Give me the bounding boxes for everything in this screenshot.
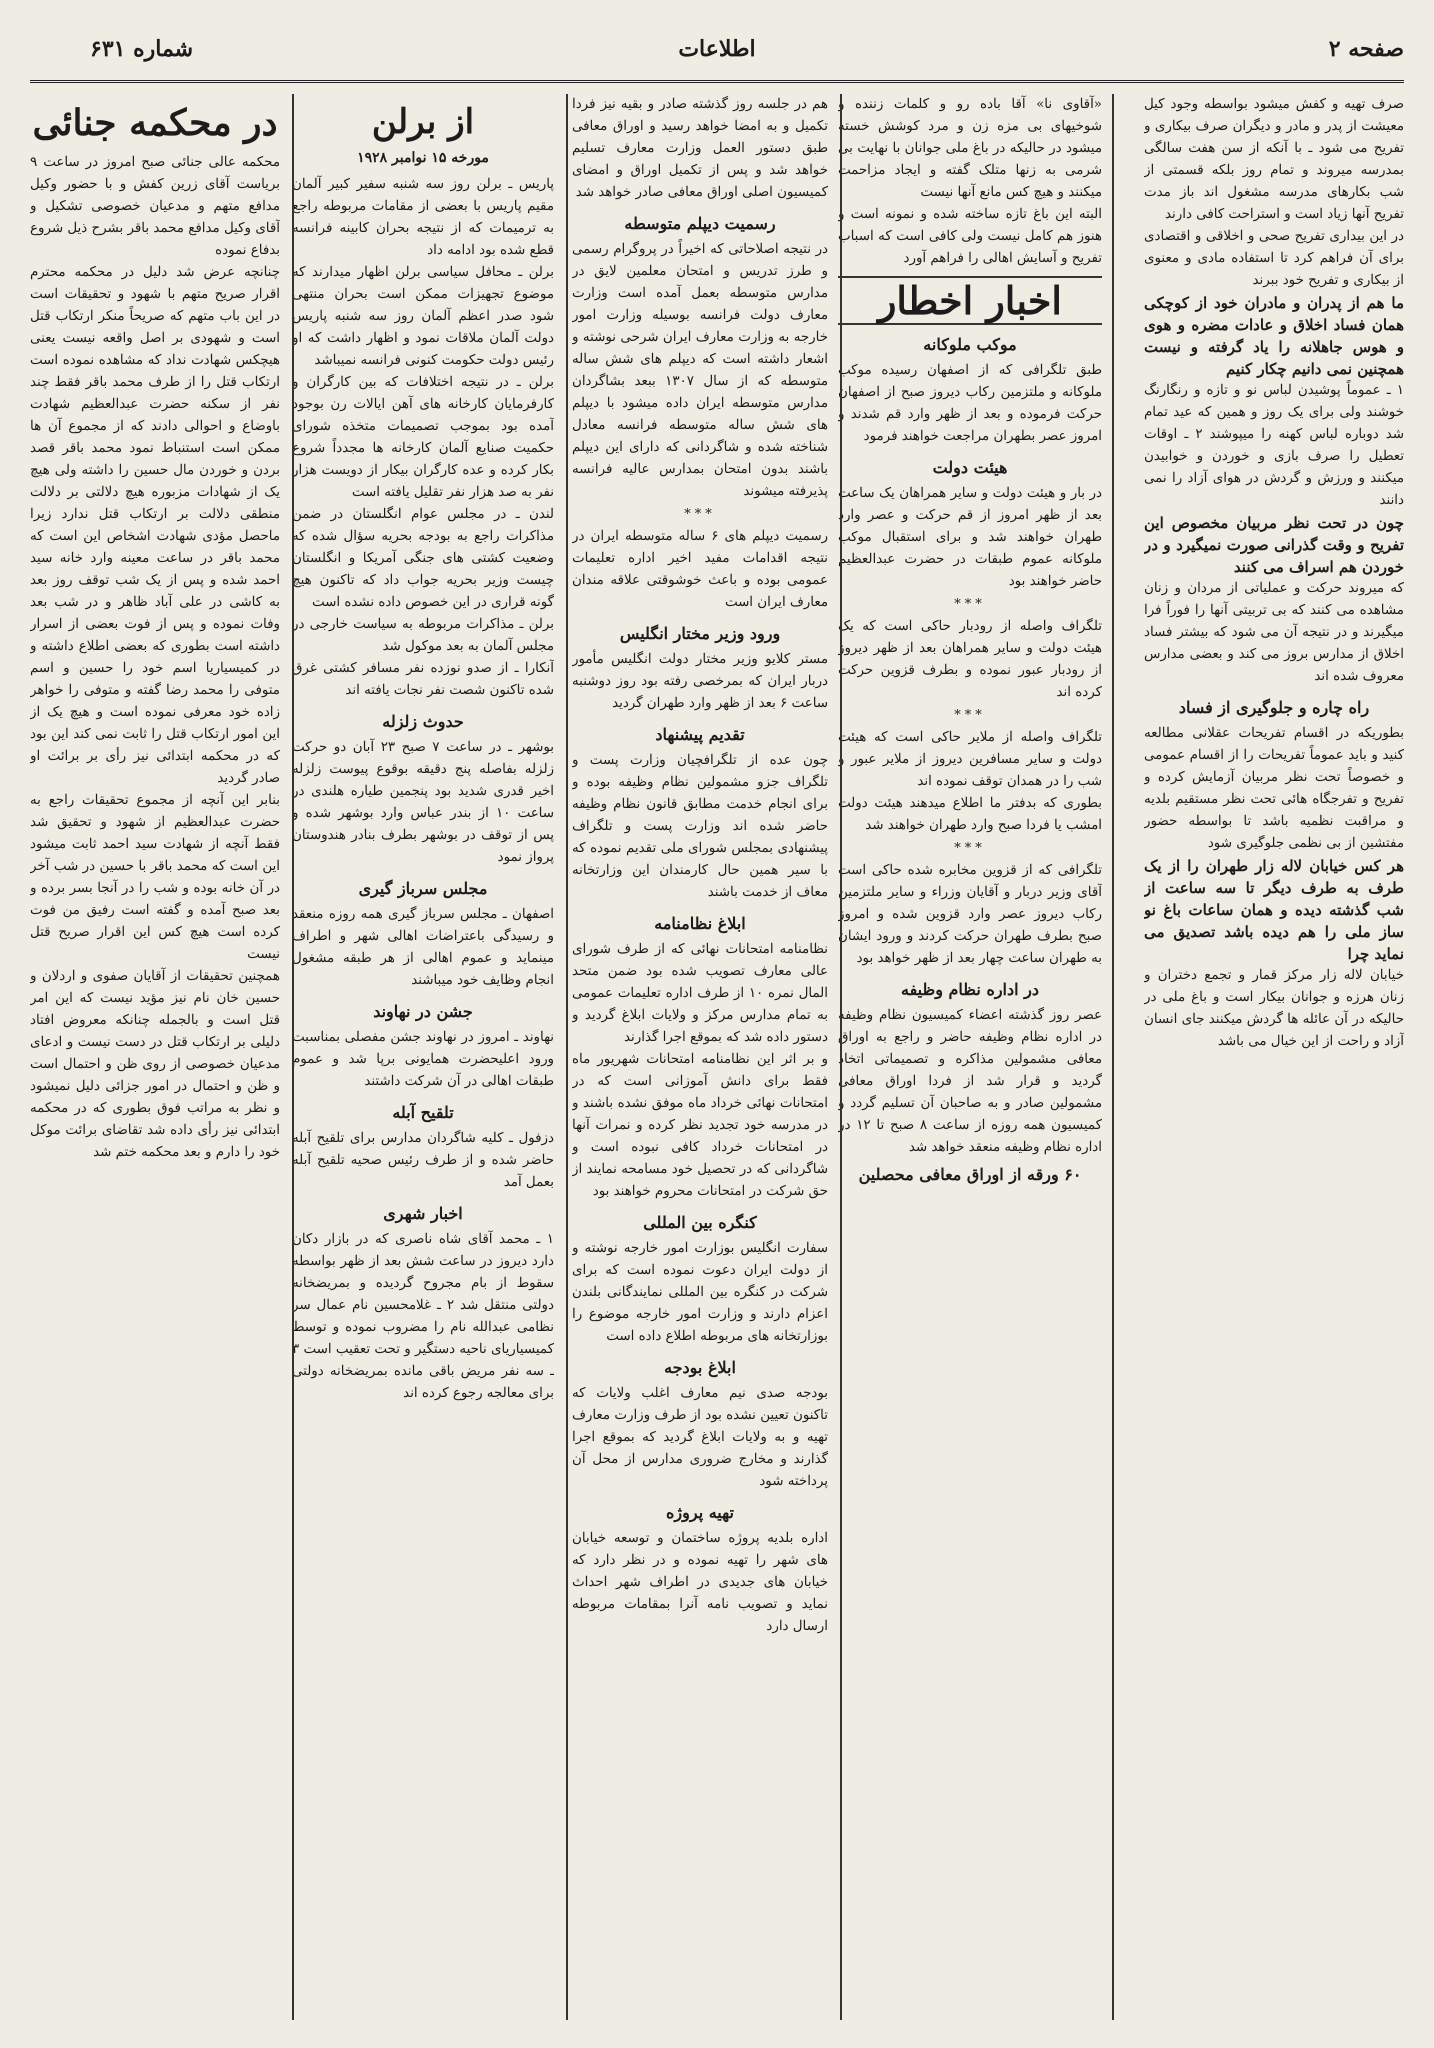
col2-paragraph: پاریس ـ برلن روز سه شنبه سفیر کبیر آلمان مقیم پاریس با بعضی از مقامات مربوطه راجع به ترمیمات که از نتیجه بحران کابینه فرانسه قطع شده بود ادامه داد — [292, 177, 554, 258]
column-rule — [840, 94, 842, 2020]
star-separator: *** — [954, 597, 986, 612]
col3-paragraph: اداره بلدیه پروژه ساختمان و توسعه خیابان های شهر را تهیه نموده و در نظر دارد که خیابان های جدیدی در اطراف شهر احداث نماید و تصویب نامه آنرا بمقامات مربوطه ارسال دارد — [572, 1531, 828, 1634]
masthead — [30, 28, 1404, 83]
col4-paragraph: در بار و هیئت دولت و سایر همراهان یک ساعت بعد از ظهر امروز از قم حرکت و عصر وارد طهران خواهند شد و برای استقبال موکب ملوکانه عموم طبقات در حضرت عبدالعظیم حاضر خواهند بود — [838, 486, 1102, 589]
col4-section-title: در اداره نظام وظیفه — [900, 980, 1039, 999]
col3-paragraph: سفارت انگلیس بوزارت امور خارجه نوشته و از دولت ایران دعوت نموده است که برای شرکت در کنگره بین المللی نمایندگانی بلندن اعزام دارند و وزارت امور خارجه موضوع را بوزارتخانه های مربوطه اطلاع داده است — [572, 1241, 828, 1344]
page-number: صفحه ۲ — [1328, 36, 1404, 62]
col2-paragraph: لندن ـ در مجلس عوام انگلستان در ضمن مذاکرات راجع به بودجه بحریه سؤال شده که وضعیت کشتی های جنگی آمریکا و انگلستان چیست وزیر بحریه جواب داد که تاکنون هیچ گونه قراری در این خصوص داده نشده است — [292, 507, 554, 610]
col3-section-title: ابلاغ بودجه — [664, 1358, 736, 1377]
column-4 — [838, 94, 1102, 2020]
col2-paragraph: آنکارا ـ از صدو نوزده نفر مسافر کشتی غرق شده تاکنون شصت نفر نجات یافته اند — [292, 661, 554, 698]
column-rule — [292, 94, 294, 2020]
col2-paragraph: برلن ـ در نتیجه اختلافات که بین کارگران و کارفرمایان کارخانه های آهن ایالات رن بوجود آمده بود بموجب تصمیمات متخذه شورای حکمیت صنایع آلمان کارخانه ها مجدداً شروع بکار کرده و عده کارگران بیکار از دویست هزار نفر به صد هزار نفر تقلیل یافته است — [292, 375, 554, 500]
col2-paragraph: برلن ـ مذاکرات مربوطه به سیاست خارجی در مجلس آلمان به بعد موکول شد — [292, 617, 554, 654]
col3-paragraph: نظامنامه امتحانات نهائی که از طرف شورای عالی معارف تصویب شده بود ضمن متحد المال نمره ۱۰ از طرف اداره تعلیمات عمومی به تمام مدارس مرکز و ولایات ابلاغ گردید و دستور داده شد که بموقع اجرا گذارند — [572, 942, 828, 1045]
from-berlin-title: از برلن — [371, 102, 475, 142]
col3-section-title: رسمیت دیپلم متوسطه — [624, 214, 776, 233]
column-1 — [30, 94, 280, 2020]
col4-paragraph: البته این باغ تازه ساخته شده و نمونه است و هنوز هم کامل نیست ولی کافی است که اسباب تفریح و آسایش اهالی را فراهم آورد — [838, 207, 1102, 266]
col3-section-title: ورود وزیر مختار انگلیس — [619, 624, 781, 643]
col4-section-title: موکب ملوکانه — [923, 335, 1017, 354]
col5-paragraph: ۱ ـ عموماً پوشیدن لباس نو و تازه و رنگارنگ خوشند ولی برای یک روز و همین که عید تمام شد دوباره لباس کهنه را میپوشند ۲ ـ اوقات تعطیل را صرف بازی و خوردن و خوابیدن میکنند و ورزش و گردش در هوای آزاد را نمی دانند — [1144, 383, 1404, 508]
star-separator: *** — [954, 708, 986, 723]
column-rule — [566, 94, 568, 2020]
col3-paragraph: بودجه صدی نیم معارف اغلب ولایات که تاکنون تعیین نشده بود از طرف وزارت معارف تهیه و به ولایات ابلاغ گردید که بموقع اجرا گذارند و مخارج ضروری مدارس از محل آن پرداخته شود — [572, 1386, 828, 1489]
col5-paragraph: که میروند حرکت و عملیاتی از مردان و زنان مشاهده می کنند که بی تربیتی آنها را فوراً فرا میگیرند و در نتیجه آن می شود که بیشتر فساد اخلاق از مدارس بروز می کند و بعضی مدارس معروف شده اند — [1144, 581, 1404, 684]
col1-paragraph: بنابر این آنچه از مجموع تحقیقات راجع به حضرت عبدالعظیم از شهود و تحقیق شد فقط آنچه از شهادت سید احمد ثابت میشود این است که محمد باقر با حسین در شب آخر در آن خانه بوده و شب را در آنجا بسر برده و بعد صبح آمده و گفته است رفیق من فوت کرده است هیچ کس این اقرار صریح قتل نیست — [30, 793, 280, 962]
col5-bold-paragraph: چون در تحت نظر مربیان مخصوص این تفریح و وقت گذرانی صورت نمیگیرد و در خوردن هم اسراف می کنند — [1144, 514, 1404, 576]
column-3 — [572, 94, 828, 2020]
col2-paragraph: برلن ـ محافل سیاسی برلن اظهار میدارند که موضوع تجهیزات ممکن است بحران منتهی شود صدر اعظم آلمان روز سه شنبه پاریس دولت آلمان ملاقات نمود و اظهار داشت که او رئیس دولت حکومت کنونی فرانسه نمیباشد — [292, 265, 554, 368]
col5-paragraph: صرف تهیه و کفش میشود بواسطه وجود کیل معیشت از پدر و مادر و دیگران صرف بیکاری و تفریح می شود ـ با آنکه از سن هفت سالگی بمدرسه میروند و تمام روز بلکه قسمتی از شب بکارهای مدرسه مشغول اند باز مدت تفریح آنها زیاد است و استراحت کافی دارند — [1144, 97, 1404, 222]
news-warnings-title: اخبار اخطار — [838, 276, 1102, 325]
paper-name: اطلاعات — [678, 36, 756, 62]
col1-paragraph: چنانچه عرض شد دلیل در محکمه محترم اقرار صریح متهم با شهود و تحقیقات است در این باب متهم که صریحاً منکر ارتکاب قتل است و شهودی بر اصل واقعه نیست یعنی هیچکس شهادت نداد که مشاهده نموده است ارتکاب قتل را از طرف محمد باقر فقط چند نفر از سکنه حضرت عبدالعظیم شهادت باوضاع و احوالی دادند که از مجموع آن ها ممکن است استنباط نمود محمد باقر قصد بردن و خوردن مال حسین را داشته ولی هیچ یک از شهادات مزبوره هیچ دلالتی بر دلالت منطقی دلالت بر ارتکاب قتل ندارد زیرا ماحصل مؤدی شهادت اشخاص این است که محمد باقر در ساعت معینه وارد خانه سید احمد شده و پس از یک شب توقف روز بعد به کاشی در علی آباد ظاهر و در شب بعد وفات نموده و پس از فوت بعضی از اسرار داشته است بطوری که بعضی اطلاع داشته و در کمیسیاریا اسم خود را حسین و اسم متوفی را محمد رضا گفته و متوفی را خواهر زاده خود معرفی نموده است و هیچ یک از این امور ارتکاب قتل را ثابت نمی کند این بود که در محکمه ابتدائی نیز رأی بر برائت او صادر گردید — [30, 265, 280, 786]
col3-section-title: تقدیم پیشنهاد — [655, 725, 745, 744]
column-rule — [1112, 94, 1114, 2020]
col4-paragraph: تلگرافی که از قزوین مخابره شده حاکی است آقای وزیر دربار و آقایان وزراء و سایر ملتزمین رکاب دیروز عصر وارد قزوین شده و امروز صبح بطرف طهران حرکت کردند و ورود ایشان به طهران ساعت چهار بعد از ظهر خواهد بود — [838, 863, 1102, 966]
col1-paragraph: همچنین تحقیقات از آقایان صفوی و اردلان و حسین خان نام نیز مؤید نیست که این امر قتل است و بالجمله چنانکه معروض افتاد دلیلی بر ارتکاب قتل در دست نیست و ادعای مدعیان خصوصی از روی ظن و احتمال است و ظن و احتمال در امور جزائی دلیل نمیشود و نظر به مراتب فوق بطوری که در محکمه ابتدائی نیز رأی داده شد تقاضای برائت موکل خود را دارم و بعد محکمه ختم شد — [30, 969, 280, 1160]
col5-paragraph: در این بیداری تفریح صحی و اخلاقی و اقتصادی برای آن فراهم کرد تا استفاده مادی و معنوی از بیکاری و تفریح خود ببرند — [1144, 229, 1404, 288]
col2-section-title: مجلس سرباز گیری — [358, 879, 488, 898]
issue-number: شماره ۶۳۱ — [90, 36, 194, 62]
col4-paragraph: عصر روز گذشته اعضاء کمیسیون نظام وظیفه در اداره نظام وظیفه حاضر و راجع به اوراق معافی مشمولین مذاکره و تصمیماتی اتخاذ گردید و قرار شد از فردا اوراق معافی مشمولین صادر و به صاحبان آن تسلیم گردد و کمیسیون همه روزه از ساعت ۸ صبح تا ۱۲ در اداره نظام وظیفه منعقد خواهد شد — [838, 1008, 1102, 1155]
column-2 — [292, 94, 554, 2020]
col3-section-title: کنگره بین المللی — [643, 1213, 757, 1232]
col2-section-title: حدوث زلزله — [382, 712, 464, 731]
col2-paragraph: نهاوند ـ امروز در نهاوند جشن مفصلی بمناسبت ورود اعلیحضرت همایونی برپا شد و عموم طبقات اهالی در آن شرکت داشتند — [292, 1030, 554, 1089]
col3-paragraph: مستر کلایو وزیر مختار دولت انگلیس مأمور دربار ایران که بمرخصی رفته بود روز دوشنبه ساعت ۶ بعد از ظهر وارد طهران گردید — [572, 652, 828, 711]
col1-paragraph: محکمه عالی جنائی صبح امروز در ساعت ۹ بریاست آقای زرین کفش و با حضور وکیل مدافع متهم و مدعیان خصوصی تشکیل و آقای وکیل مدافع محمد باقر بشرح ذیل شروع بدفاع نموده — [30, 155, 280, 258]
star-separator: *** — [954, 841, 986, 856]
star-separator: *** — [684, 507, 716, 522]
col4-paragraph: «آقاوی نا» آقا باده رو و کلمات زننده و شوخیهای بی مزه زن و مرد کوشش خسته میشود در حالیکه در باغ ملی جوانان با نهایت بی شرمی به زنها متلک گفته و ایجاد مزاحمت میکنند و هیچ کس مانع آنها نیست — [838, 97, 1102, 200]
col4-paragraph: تلگراف واصله از رودبار حاکی است که یک هیئت دولت و سایر همراهان بعد از ظهر دیروز از رودبار عبور نموده و بطرف قزوین حرکت کرده اند — [838, 619, 1102, 700]
criminal-court-title: در محکمه جنائی — [32, 102, 278, 144]
col5-section-title: راه چاره و جلوگیری از فساد — [1178, 698, 1370, 717]
col3-paragraph: چون عده از تلگرافچیان وزارت پست و تلگراف جزو مشمولین نظام وظیفه بوده و برای انجام خدمت مطابق قانون نظام وظیفه حاضر شده اند وزارت پست و تلگراف پیشنهادی بمجلس شورای ملی تقدیم نموده که با سیر همین حال کارمندان این وزارتخانه معاف از خدمت باشند — [572, 753, 828, 900]
col2-paragraph: بوشهر ـ در ساعت ۷ صبح ۲۳ آبان دو حرکت زلزله بفاصله پنج دقیقه بوقوع پیوست زلزله اخیر قدری شدید بود پنجمین طیاره هلندی در ساعت ۱۰ از بندر عباس وارد بوشهر شده و پس از توقف در بوشهر بطرف بنادر هندوستان پرواز نمود — [292, 740, 554, 865]
col5-bold-paragraph: ما هم از پدران و مادران خود از کوچکی همان فساد اخلاق و عادات مضره و هوی و هوس جاهلانه را یاد گرفته و نیست همچنین نمی دانیم چکار کنیم — [1144, 294, 1404, 378]
col2-section-title: جشن در نهاوند — [373, 1002, 473, 1021]
col2-section-title: اخبار شهری — [383, 1204, 463, 1223]
col3-paragraph: و بر اثر این نظامنامه امتحانات شهریور ماه فقط برای دانش آموزانی است که در امتحانات نهائی خرداد ماه موفق نشده باشند و در مدرسه خود تجدید نظر کرده و نمرات آنها در امتحانات خرداد کافی نبوده است و شاگردانی که در تحصیل خود مسامحه نمایند از حق شرکت در امتحانات محروم خواهند بود — [572, 1052, 828, 1199]
col2-paragraph: دزفول ـ کلیه شاگردان مدارس برای تلقیح آبله حاضر شده و از طرف رئیس صحیه تلقیح آبله بعمل آمد — [292, 1131, 554, 1190]
col3-section-title: ابلاغ نظامنامه — [654, 914, 746, 933]
col3-paragraph: در نتیجه اصلاحاتی که اخیراً در پروگرام رسمی و طرز تدریس و امتحان معلمین لایق در مدارس متوسطه بعمل آمده است وزارت معارف دولت فرانسه بوسیله وزارت امور خارجه به وزارت معارف ایران شرحی نوشته و اشعار داشته است که دیپلم های شش ساله متوسطه که از سال ۱۳۰۷ ببعد بشاگردان مدارس متوسطه ایران داده میشود با دیپلم های شش ساله متوسطه فرانسه معادل شناخته شده و شاگردانی که دارای این دیپلم باشند بدون امتحان بمدارس عالیه فرانسه پذیرفته میشوند — [572, 242, 828, 499]
col3-paragraph: رسمیت دیپلم های ۶ ساله متوسطه ایران در نتیجه اقدامات مفید اخیر اداره تعلیمات عمومی بوده و باعث خوشوقتی علاقه مندان معارف ایران است — [572, 529, 828, 610]
col4-paragraph: تلگراف واصله از ملایر حاکی است که هیئت دولت و سایر مسافرین دیروز از ملایر عبور و شب را در همدان توقف نموده اند — [838, 730, 1102, 789]
col2-section-title: تلقیح آبله — [392, 1103, 454, 1122]
column-5 — [1144, 94, 1404, 2020]
col2-paragraph: ۱ ـ محمد آقای شاه ناصری که در بازار دکان دارد دیروز در ساعت شش بعد از ظهر بواسطه سقوط از بام مجروح گردیده و بمریضخانه دولتی منتقل شد ۲ ـ غلامحسین نام عمال سر نظامی عبدالله نام را مضروب نموده و توسط کمیسیاریای ناحیه دستگیر و تحت تعقیب است ۳ ـ سه نفر مریض باقی مانده بمریضخانه دولتی برای معالجه رجوع کرده اند — [292, 1232, 554, 1401]
col4-paragraph: بطوری که بدفتر ما اطلاع میدهند هیئت دولت امشب یا فردا صبح وارد طهران خواهند شد — [838, 796, 1102, 833]
col2-paragraph: اصفهان ـ مجلس سرباز گیری همه روزه منعقد و رسیدگی باعتراضات اهالی شهر و اطراف مینماید و عموم اهالی از هر طبقه مشغول انجام وظایف خود میباشند — [292, 907, 554, 988]
col4-footer: ۶۰ ورقه از اوراق معافی محصلین — [858, 1165, 1082, 1184]
dateline: مورخه ۱۵ نوامبر ۱۹۲۸ — [357, 150, 489, 166]
col4-paragraph: طبق تلگرافی که از اصفهان رسیده موکب ملوکانه و ملتزمین رکاب دیروز صبح از اصفهان حرکت فرموده و بعد از ظهر وارد قم شدند و امروز عصر بطهران مراجعت خواهند فرمود — [838, 363, 1102, 444]
col5-paragraph: خیابان لاله زار مرکز قمار و تجمع دختران و زنان هرزه و جوانان بیکار است و باغ ملی در حالیکه در آن عائله ها گردش میکنند جای انسان آزاد و راحت از این خیال می باشد — [1144, 968, 1404, 1049]
col4-section-title: هیئت دولت — [932, 458, 1008, 477]
col3-section-title: تهیه پروژه — [666, 1503, 734, 1522]
col5-paragraph: بطوریکه در اقسام تفریحات عقلانی مطالعه کنید و باید عموماً تفریحات را از اقسام عمومی و خصوصاً تحت نظر مربیان آزمایش کرده و تفریح و تفرجگاه هائی تحت نظر مستقیم بلدیه و مراقبت نظمیه باشد تا بواسطه حضور مفتشین از بی نظمی جلوگیری شود — [1144, 726, 1404, 851]
col3-paragraph: هم در جلسه روز گذشته صادر و بقیه نیز فردا تکمیل و به امضا خواهد رسید و اوراق معافی طبق دستور العمل وزارت معارف تسلیم خواهد شد و پس از تکمیل اوراق و امضای کمیسیون اصلی اوراق معافی صادر خواهد شد — [572, 97, 828, 200]
col5-bold-paragraph: هر کس خیابان لاله زار طهران را از یک طرف به طرف دیگر تا سه ساعت از شب گذشته دیده و همان ساعات باغ نو ساز ملی را هم دیده باشد تصدیق می نماید چرا — [1144, 857, 1404, 963]
